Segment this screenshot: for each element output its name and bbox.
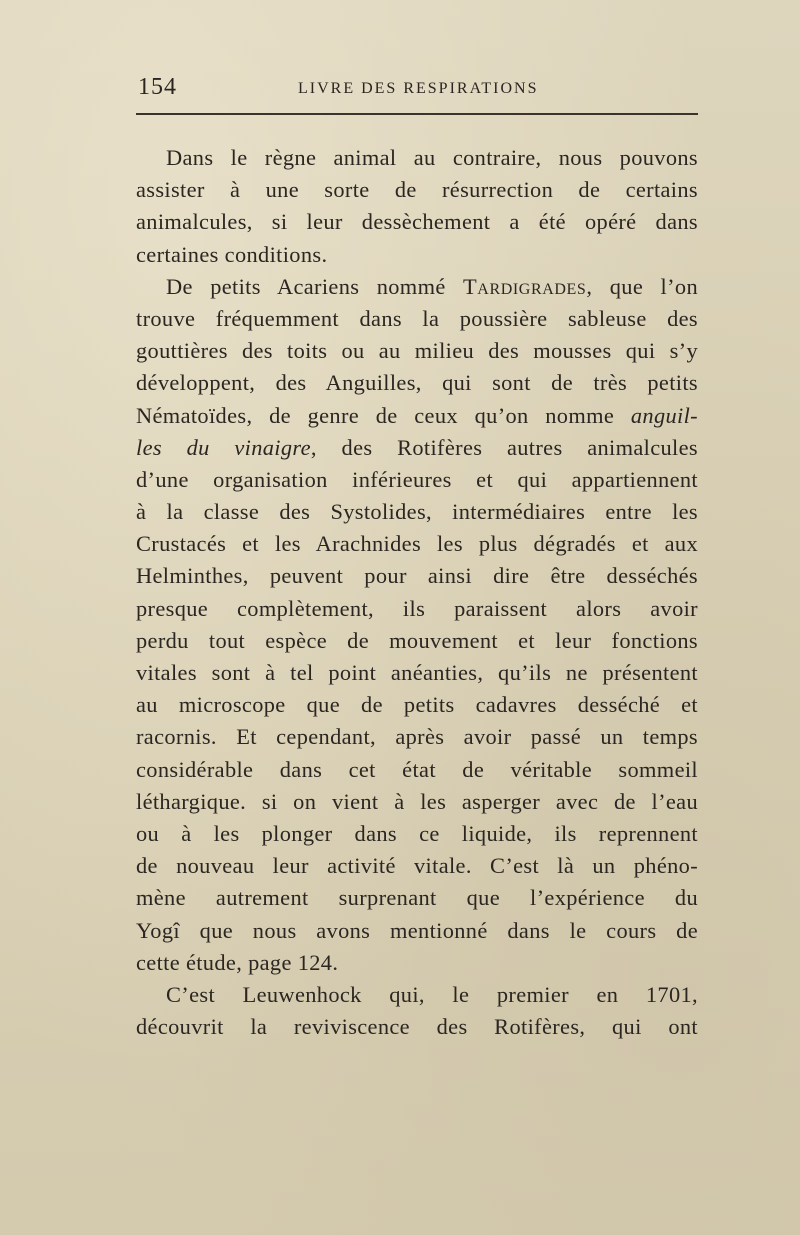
text-line: considérable dans cet état de véritable sommeil bbox=[136, 756, 698, 782]
text-line: presque complètement, ils paraissent alors avoir bbox=[136, 595, 698, 621]
text-line: gouttières des toits ou au milieu des mousses qui s’y bbox=[136, 338, 698, 364]
header-rule bbox=[136, 113, 698, 115]
text-line: de nouveau leur activité vitale. C’est là un phéno- bbox=[136, 853, 698, 879]
text-run: De petits Acariens nommé bbox=[166, 273, 464, 299]
text-run: , que l’on bbox=[586, 273, 698, 299]
text-line: développent, des Anguilles, qui sont de très petits bbox=[136, 370, 698, 396]
text-line: d’une organisation inférieures et qui appartiennent bbox=[136, 466, 698, 492]
body-text bbox=[136, 142, 698, 1043]
text-line: animalcules, si leur dessèchement a été opéré dans bbox=[136, 209, 698, 235]
text-run: , des Rotifères autres animalcules bbox=[310, 434, 698, 460]
text-line: mène autrement surprenant que l’expérience du bbox=[136, 885, 698, 911]
text-line: vitales sont à tel point anéanties, qu’ils ne présentent bbox=[136, 660, 698, 685]
text-line bbox=[136, 432, 698, 464]
text-line: racornis. Et cependant, après avoir passé un temps bbox=[136, 724, 698, 750]
text-line: Helminthes, peuvent pour ainsi dire être desséchés bbox=[136, 563, 698, 589]
text-line: léthargique. si on vient à les asperger avec de l’eau bbox=[136, 788, 698, 814]
term-anguilles-italic: anguil- bbox=[630, 402, 698, 428]
text-line: ou à les plonger dans ce liquide, ils reprennent bbox=[136, 820, 698, 846]
text-line: au microscope que de petits cadavres desséché et bbox=[136, 692, 698, 718]
text-line: assister à une sorte de résurrection de certains bbox=[136, 177, 698, 203]
text-line: perdu tout espèce de mouvement et leur fonctions bbox=[136, 627, 698, 653]
text-line bbox=[136, 271, 698, 303]
page-number: 154 bbox=[138, 74, 177, 100]
text-line: trouve fréquemment dans la poussière sableuse des bbox=[136, 305, 698, 331]
term-vinaigre-italic: les du vinaigre bbox=[136, 434, 311, 460]
text-line: certaines conditions. bbox=[136, 241, 328, 267]
running-head-title: LIVRE DES RESPIRATIONS bbox=[298, 80, 539, 97]
term-tardigrades: Tardigrades bbox=[463, 273, 587, 299]
text-line bbox=[136, 400, 698, 432]
text-line: Dans le règne animal au contraire, nous pouvons bbox=[166, 145, 698, 170]
running-head bbox=[136, 74, 696, 104]
text-line: Crustacés et les Arachnides les plus dégradés et aux bbox=[136, 531, 698, 557]
text-line: à la classe des Systolides, intermédiaires entre les bbox=[136, 499, 698, 525]
text-line: C’est Leuwenhock qui, le premier en 1701, bbox=[166, 981, 698, 1007]
text-line: découvrit la reviviscence des Rotifères, qui ont bbox=[136, 1014, 698, 1040]
text-line: Yogî que nous avons mentionné dans le cours de bbox=[136, 917, 698, 943]
text-run: Nématoïdes, de genre de ceux qu’on nomme bbox=[136, 402, 631, 428]
text-line: cette étude, page 124. bbox=[136, 949, 339, 975]
